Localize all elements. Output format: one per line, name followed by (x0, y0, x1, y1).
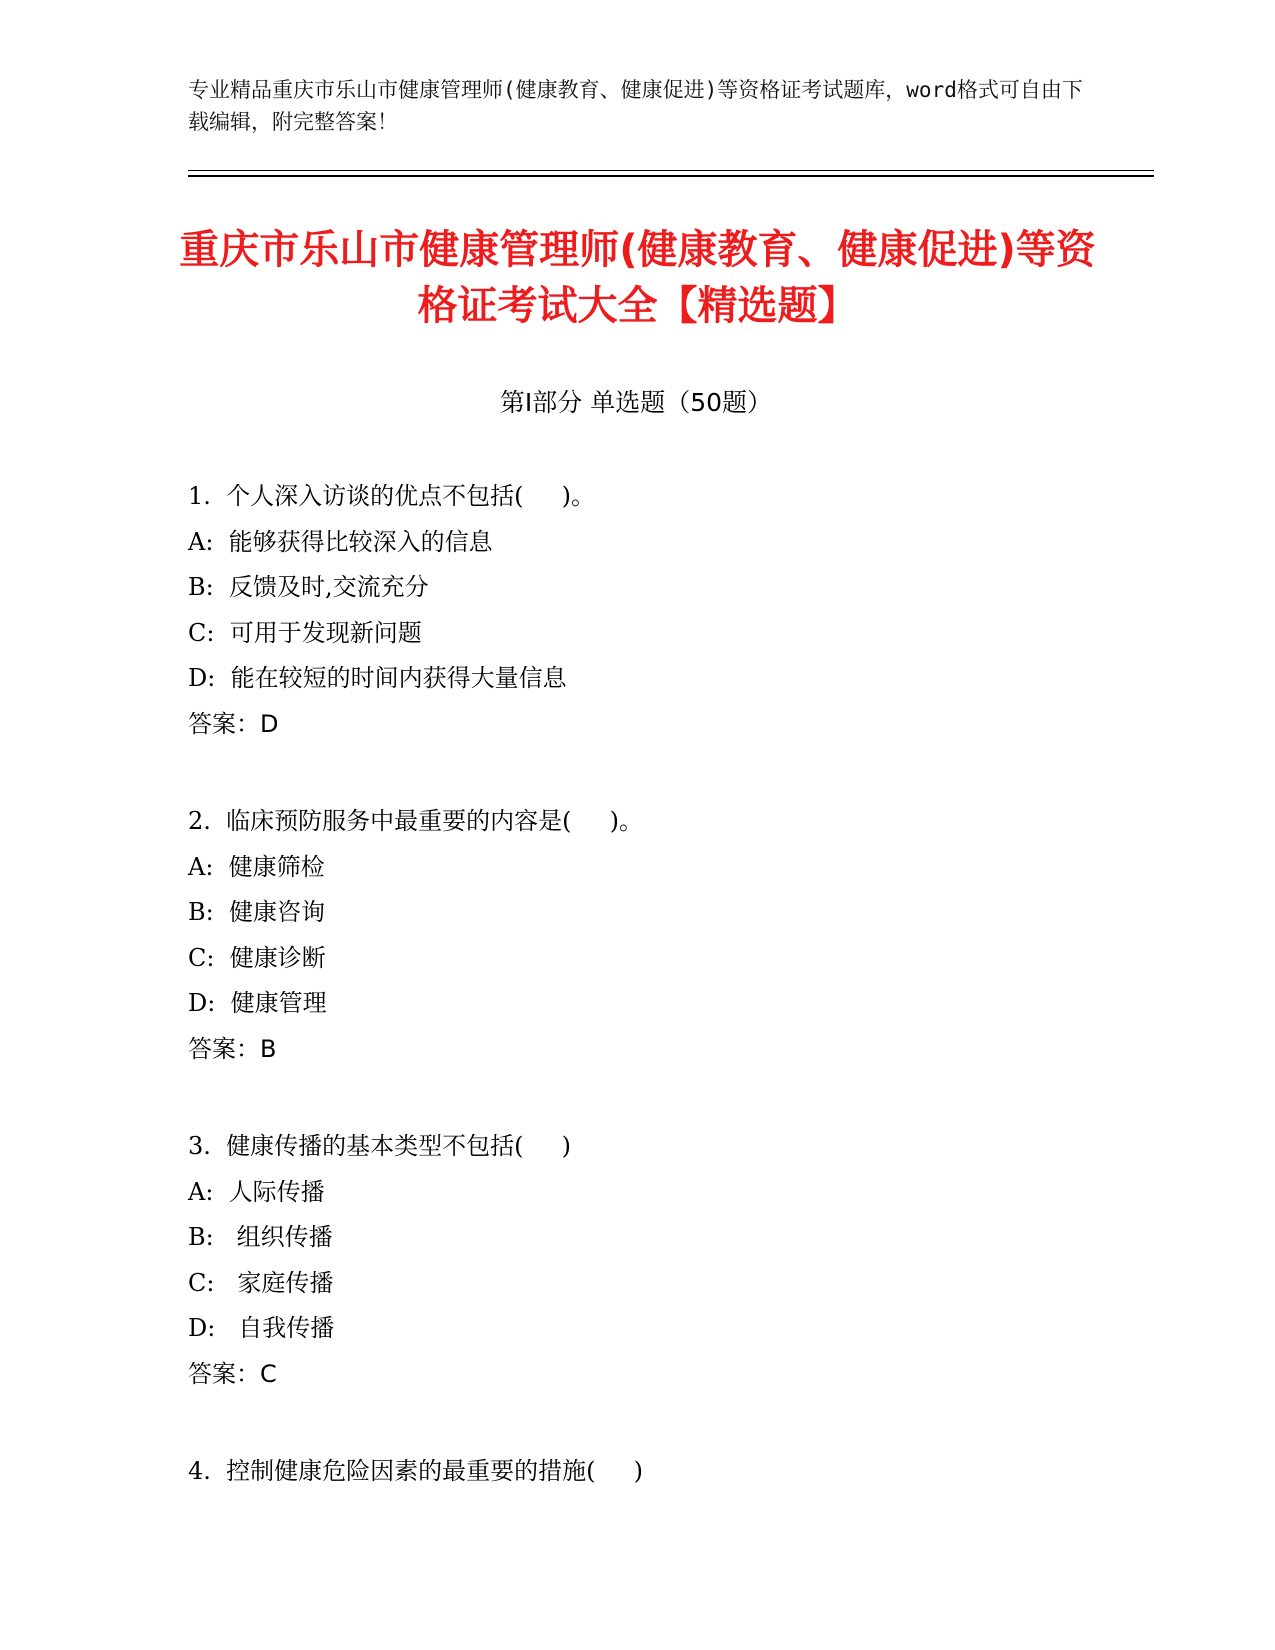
question-1 (188, 474, 1088, 747)
header-note: 专业精品重庆市乐山市健康管理师(健康教育、健康促进)等资格证考试题库，word格式可自由下载编辑，附完整答案！ (188, 78, 1083, 134)
option-d: D: 健康管理 (188, 989, 327, 1017)
option-a: A: 能够获得比较深入的信息 (188, 527, 493, 556)
option-b: B: 反馈及时,交流充分 (188, 573, 429, 601)
question-2 (188, 799, 1088, 1072)
option-a: A: 人际传播 (188, 1177, 325, 1206)
answer-line: 答案：C (188, 1359, 277, 1388)
option-c: C: 可用于发现新问题 (188, 618, 422, 647)
document-title: 重庆市乐山市健康管理师(健康教育、健康促进)等资格证考试大全【精选题】 (179, 227, 1096, 329)
question-4 (188, 1449, 1088, 1495)
option-c: C: 健康诊断 (188, 943, 326, 972)
section-heading: 第Ⅰ部分 单选题（50题） (499, 388, 773, 417)
question-3 (188, 1124, 1088, 1397)
option-d: D: 能在较短的时间内获得大量信息 (188, 664, 567, 692)
option-d: D: 自我传播 (188, 1314, 335, 1342)
option-c: C: 家庭传播 (188, 1268, 334, 1297)
option-b: B: 健康咨询 (188, 898, 325, 926)
answer-line: 答案：D (188, 709, 279, 738)
header-divider-thin (188, 170, 1154, 171)
question-stem: 3. 健康传播的基本类型不包括( ) (188, 1132, 572, 1160)
answer-line: 答案：B (188, 1034, 277, 1063)
header-divider-thick (188, 175, 1154, 177)
option-a: A: 健康筛检 (188, 852, 325, 881)
question-stem: 1. 个人深入访谈的优点不包括( )。 (188, 482, 596, 510)
question-list (188, 474, 1088, 1547)
option-b: B: 组织传播 (188, 1223, 333, 1251)
question-stem: 2. 临床预防服务中最重要的内容是( )。 (188, 807, 644, 835)
question-stem: 4. 控制健康危险因素的最重要的措施( ) (188, 1457, 644, 1485)
